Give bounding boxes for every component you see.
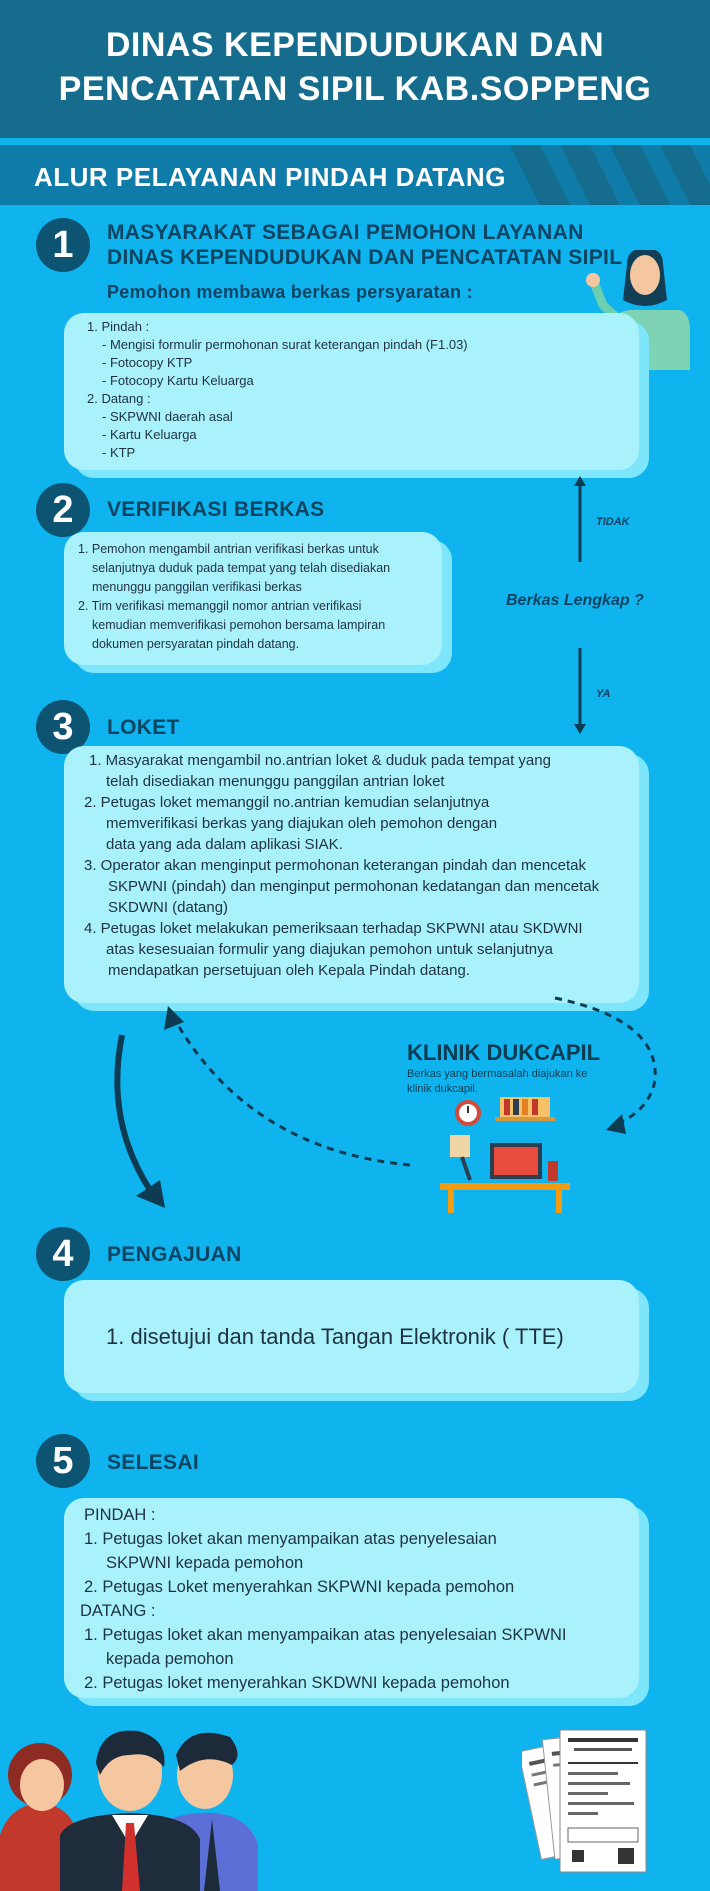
step3-number: 3 [36,700,90,754]
step5-title: SELESAI [107,1451,199,1474]
step5-line: SKPWNI kepada pemohon [106,1554,304,1572]
step1-line: - Fotocopy KTP [102,355,193,370]
klinik-title: KLINIK DUKCAPIL [407,1040,601,1065]
decision-yes-label: YA [596,688,611,700]
documents-icon [522,1720,652,1885]
step4-title: PENGAJUAN [107,1243,242,1266]
diagonal-stripes-decoration [470,145,710,205]
step5-line: 2. Petugas loket menyerahkan SKDWNI kepada pemohon [84,1674,510,1692]
step2-line: menunggu panggilan verifikasi berkas [92,580,302,594]
step1-title-line1: MASYARAKAT SEBAGAI PEMOHON LAYANAN [107,221,584,244]
step3-line: atas kesesuaian formulir yang diajukan pemohon untuk selanjutnya [106,941,553,958]
step1-line: - Kartu Keluarga [102,427,197,442]
step2-line: kemudian memverifikasi pemohon bersama lampiran [92,618,386,632]
step3-line: 2. Petugas loket memanggil no.antrian kemudian selanjutnya [84,794,490,811]
step3-line: SKDWNI (datang) [108,899,229,916]
step2-line: selanjutnya duduk pada tempat yang telah disediakan [92,561,391,575]
step3-line: 4. Petugas loket melakukan pemeriksaan terhadap SKPWNI atau SKDWNI [84,920,583,937]
step3-line: mendapatkan persetujuan oleh Kepala Pindah datang. [108,962,470,979]
step5-line: 2. Petugas Loket menyerahkan SKPWNI kepada pemohon [84,1578,515,1596]
klinik-desc-line2: klinik dukcapil. [407,1083,478,1095]
office-desk-icon [440,1095,570,1213]
step1-line: - Fotocopy Kartu Keluarga [102,373,254,388]
flow-arrows [0,990,710,1220]
header-title-line1: DINAS KEPENDUDUKAN DAN [105,26,605,64]
header-banner [0,0,710,138]
decision-no-label: TIDAK [596,516,630,528]
step1-line: 2. Datang : [87,391,151,406]
step1-line: 1. Pindah : [87,319,150,334]
step5-line: 1. Petugas loket akan menyampaikan atas penyelesaian [84,1530,497,1548]
step1-line: - Mengisi formulir permohonan surat keterangan pindah (F1.03) [102,337,468,352]
step2-verification-card [64,532,442,665]
step1-requirements-card [64,313,639,470]
step2-line: 1. Pemohon mengambil antrian verifikasi berkas untuk [78,542,379,556]
step5-line: PINDAH : [84,1506,156,1524]
step4-item: 1. disetujui dan tanda Tangan Elektronik ( TTE) [106,1324,564,1349]
step4-pengajuan-card [64,1280,639,1393]
step5-selesai-card [64,1498,639,1698]
step3-line: telah disediakan menunggu panggilan antrian loket [106,773,445,790]
step2-title: VERIFIKASI BERKAS [107,498,325,521]
flow-title: ALUR PELAYANAN PINDAH DATANG [34,162,506,192]
step5-number: 5 [36,1434,90,1488]
step2-number: 2 [36,483,90,537]
klinik-desc-line1: Berkas yang bermasalah diajukan ke [407,1068,588,1080]
step5-line: DATANG : [80,1602,156,1620]
step1-subtitle: Pemohon membawa berkas persyaratan : [107,282,473,302]
step1-title-line2: DINAS KEPENDUDUKAN DAN PENCATATAN SIPIL [107,246,623,269]
step5-line: 1. Petugas loket akan menyampaikan atas penyelesaian SKPWNI [84,1626,567,1644]
step1-line: - SKPWNI daerah asal [102,409,233,424]
step3-line: memverifikasi berkas yang diajukan oleh pemohon dengan [106,815,498,832]
step2-line: 2. Tim verifikasi memanggil nomor antrian verifikasi [78,599,362,613]
header-title-line2: PENCATATAN SIPIL KAB.SOPPENG [58,70,652,108]
people-group-icon [0,1715,300,1891]
step4-number: 4 [36,1227,90,1281]
step3-line: 1. Masyarakat mengambil no.antrian loket & duduk pada tempat yang [89,752,551,769]
step3-line: 3. Operator akan menginput permohonan keterangan pindah dan mencetak [84,857,587,874]
step3-line: SKPWNI (pindah) dan menginput permohonan kedatangan dan mencetak [108,878,600,895]
step2-line: dokumen persyaratan pindah datang. [92,637,300,651]
step1-line: - KTP [102,445,136,460]
step5-line: kepada pemohon [106,1650,234,1668]
step1-number: 1 [36,218,90,272]
step3-title: LOKET [107,716,180,739]
step3-line: data yang ada dalam aplikasi SIAK. [106,836,343,853]
step3-loket-card [64,746,639,1003]
decision-question: Berkas Lengkap ? [506,592,644,609]
